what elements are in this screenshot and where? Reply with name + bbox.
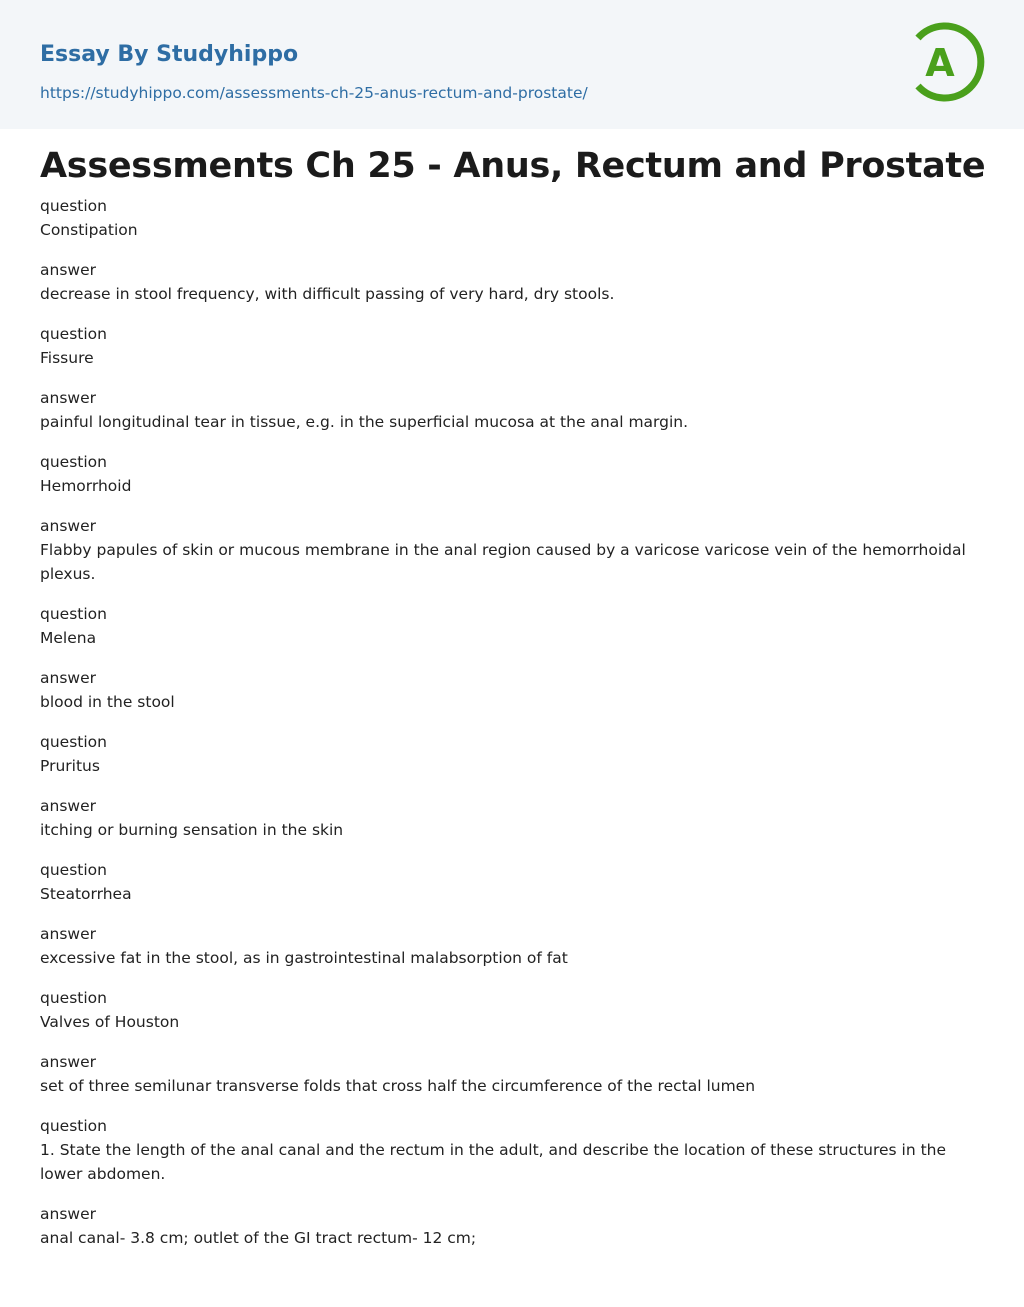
answer-definition: blood in the stool bbox=[40, 693, 175, 711]
page-title: Assessments Ch 25 - Anus, Rectum and Prostate bbox=[40, 146, 986, 186]
question-label: question bbox=[40, 989, 107, 1007]
answer-definition: painful longitudinal tear in tissue, e.g. in the superficial mucosa at the anal margin. bbox=[40, 413, 689, 431]
question-label: question bbox=[40, 733, 107, 751]
answer-block bbox=[40, 386, 984, 434]
answer-label: answer bbox=[40, 1205, 96, 1223]
answer-label: answer bbox=[40, 797, 96, 815]
answer-block bbox=[40, 258, 984, 306]
brand-name[interactable]: Essay By Studyhippo bbox=[40, 42, 299, 67]
answer-definition: itching or burning sensation in the skin bbox=[40, 821, 344, 839]
question-term: Hemorrhoid bbox=[40, 477, 132, 495]
answer-block bbox=[40, 514, 984, 586]
answer-block bbox=[40, 922, 984, 970]
question-block bbox=[40, 858, 984, 906]
question-term: Fissure bbox=[40, 349, 94, 367]
answer-block bbox=[40, 666, 984, 714]
answer-label: answer bbox=[40, 261, 96, 279]
answer-definition: set of three semilunar transverse folds that cross half the circumference of the rectal lumen bbox=[40, 1077, 756, 1095]
question-block bbox=[40, 322, 984, 370]
question-label: question bbox=[40, 453, 107, 471]
question-label: question bbox=[40, 605, 107, 623]
answer-definition: anal canal- 3.8 cm; outlet of the GI tract rectum- 12 cm; bbox=[40, 1229, 477, 1247]
question-term: Constipation bbox=[40, 221, 138, 239]
question-block bbox=[40, 730, 984, 778]
question-block bbox=[40, 450, 984, 498]
question-label: question bbox=[40, 861, 107, 879]
question-block bbox=[40, 194, 984, 242]
answer-block bbox=[40, 794, 984, 842]
answer-block bbox=[40, 1202, 984, 1250]
question-term: Melena bbox=[40, 629, 97, 647]
question-term: 1. State the length of the anal canal and the rectum in the adult, and describe the location of these structures in the lower abdomen. bbox=[40, 1141, 947, 1183]
question-term: Steatorrhea bbox=[40, 885, 132, 903]
answer-label: answer bbox=[40, 389, 96, 407]
question-label: question bbox=[40, 197, 107, 215]
answer-label: answer bbox=[40, 1053, 96, 1071]
question-term: Valves of Houston bbox=[40, 1013, 180, 1031]
page-url-link[interactable]: https://studyhippo.com/assessments-ch-25-anus-rectum-and-prostate/ bbox=[40, 84, 588, 102]
answer-definition: Flabby papules of skin or mucous membrane in the anal region caused by a varicose varicose vein of the hemorrhoidal plexus. bbox=[40, 541, 966, 583]
logo-letter: A bbox=[925, 41, 955, 85]
answer-definition: excessive fat in the stool, as in gastrointestinal malabsorption of fat bbox=[40, 949, 568, 967]
question-label: question bbox=[40, 1117, 107, 1135]
answer-definition: decrease in stool frequency, with difficult passing of very hard, dry stools. bbox=[40, 285, 615, 303]
answer-label: answer bbox=[40, 925, 96, 943]
question-block bbox=[40, 602, 984, 650]
answer-label: answer bbox=[40, 669, 96, 687]
answer-label: answer bbox=[40, 517, 96, 535]
flashcard-list bbox=[40, 194, 984, 1266]
question-block bbox=[40, 986, 984, 1034]
answer-block bbox=[40, 1050, 984, 1098]
question-block bbox=[40, 1114, 984, 1186]
question-label: question bbox=[40, 325, 107, 343]
question-term: Pruritus bbox=[40, 757, 100, 775]
